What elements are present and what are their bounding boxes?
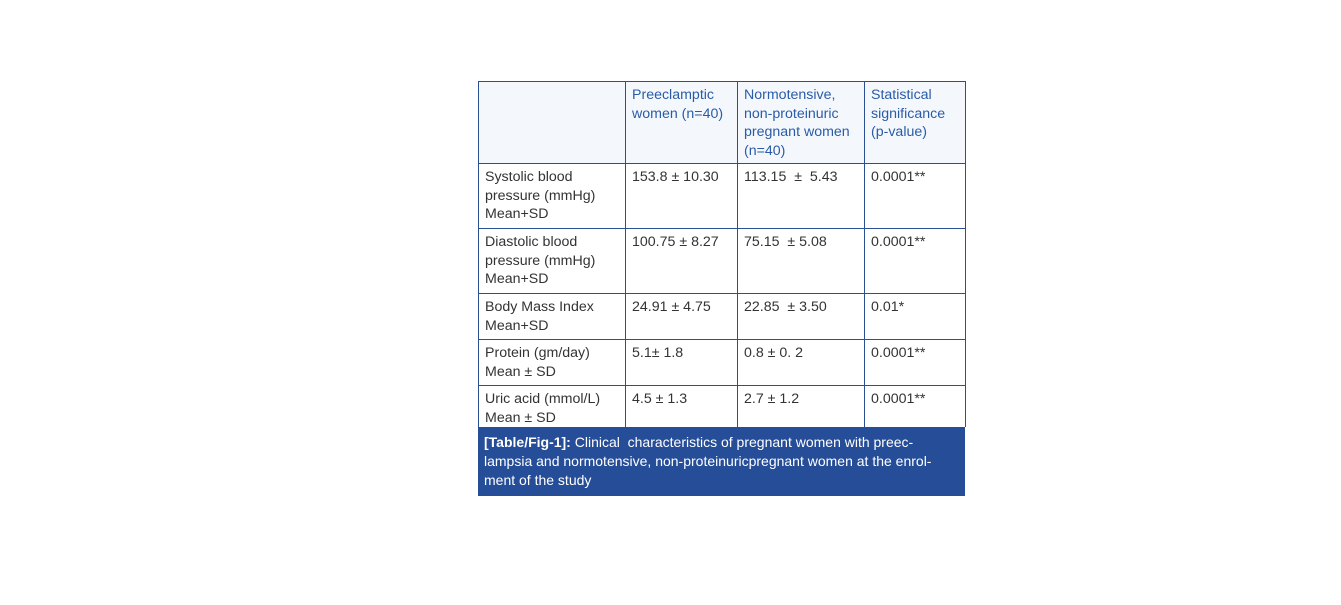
caption-label: [Table/Fig-1]:: [484, 434, 571, 450]
preeclamptic-value: 100.75 ± 8.27: [626, 229, 738, 294]
preeclamptic-value: 5.1± 1.8: [626, 340, 738, 386]
p-value: 0.0001**: [865, 229, 966, 294]
table-row: [479, 229, 966, 294]
table-header-row: [479, 82, 966, 164]
normotensive-value: 0.8 ± 0. 2: [738, 340, 865, 386]
row-label: Uric acid (mmol/L) Mean ± SD: [479, 386, 626, 428]
normotensive-value: 2.7 ± 1.2: [738, 386, 865, 428]
figure-caption: [478, 427, 965, 496]
normotensive-value: 75.15 ± 5.08: [738, 229, 865, 294]
p-value: 0.0001**: [865, 164, 966, 229]
clinical-characteristics-table: [478, 81, 966, 427]
row-label: Protein (gm/day) Mean ± SD: [479, 340, 626, 386]
header-preeclamptic: Preeclamptic women (n=40): [626, 82, 738, 164]
p-value: 0.0001**: [865, 340, 966, 386]
p-value: 0.0001**: [865, 386, 966, 428]
table-row: [479, 340, 966, 386]
row-label: Body Mass Index Mean+SD: [479, 294, 626, 340]
table-row: [479, 164, 966, 229]
caption-text: Clinical characteristics of pregnant women with preec-: [570, 434, 914, 450]
row-label: Diastolic blood pressure (mmHg) Mean+SD: [479, 229, 626, 294]
caption-text: ment of the study: [484, 472, 592, 488]
table-row: [479, 386, 966, 428]
normotensive-value: 22.85 ± 3.50: [738, 294, 865, 340]
preeclamptic-value: 4.5 ± 1.3: [626, 386, 738, 428]
preeclamptic-value: 24.91 ± 4.75: [626, 294, 738, 340]
header-empty-cell: [479, 82, 626, 164]
preeclamptic-value: 153.8 ± 10.30: [626, 164, 738, 229]
table-figure: [478, 81, 965, 496]
row-label: Systolic blood pressure (mmHg) Mean+SD: [479, 164, 626, 229]
p-value: 0.01*: [865, 294, 966, 340]
caption-text: lampsia and normotensive, non-proteinuricpregnant women at the enrol-: [484, 453, 932, 469]
table-row: [479, 294, 966, 340]
normotensive-value: 113.15 ± 5.43: [738, 164, 865, 229]
header-normotensive: Normotensive, non-proteinuric pregnant women (n=40): [738, 82, 865, 164]
header-p-value: Statistical significance (p-value): [865, 82, 966, 164]
